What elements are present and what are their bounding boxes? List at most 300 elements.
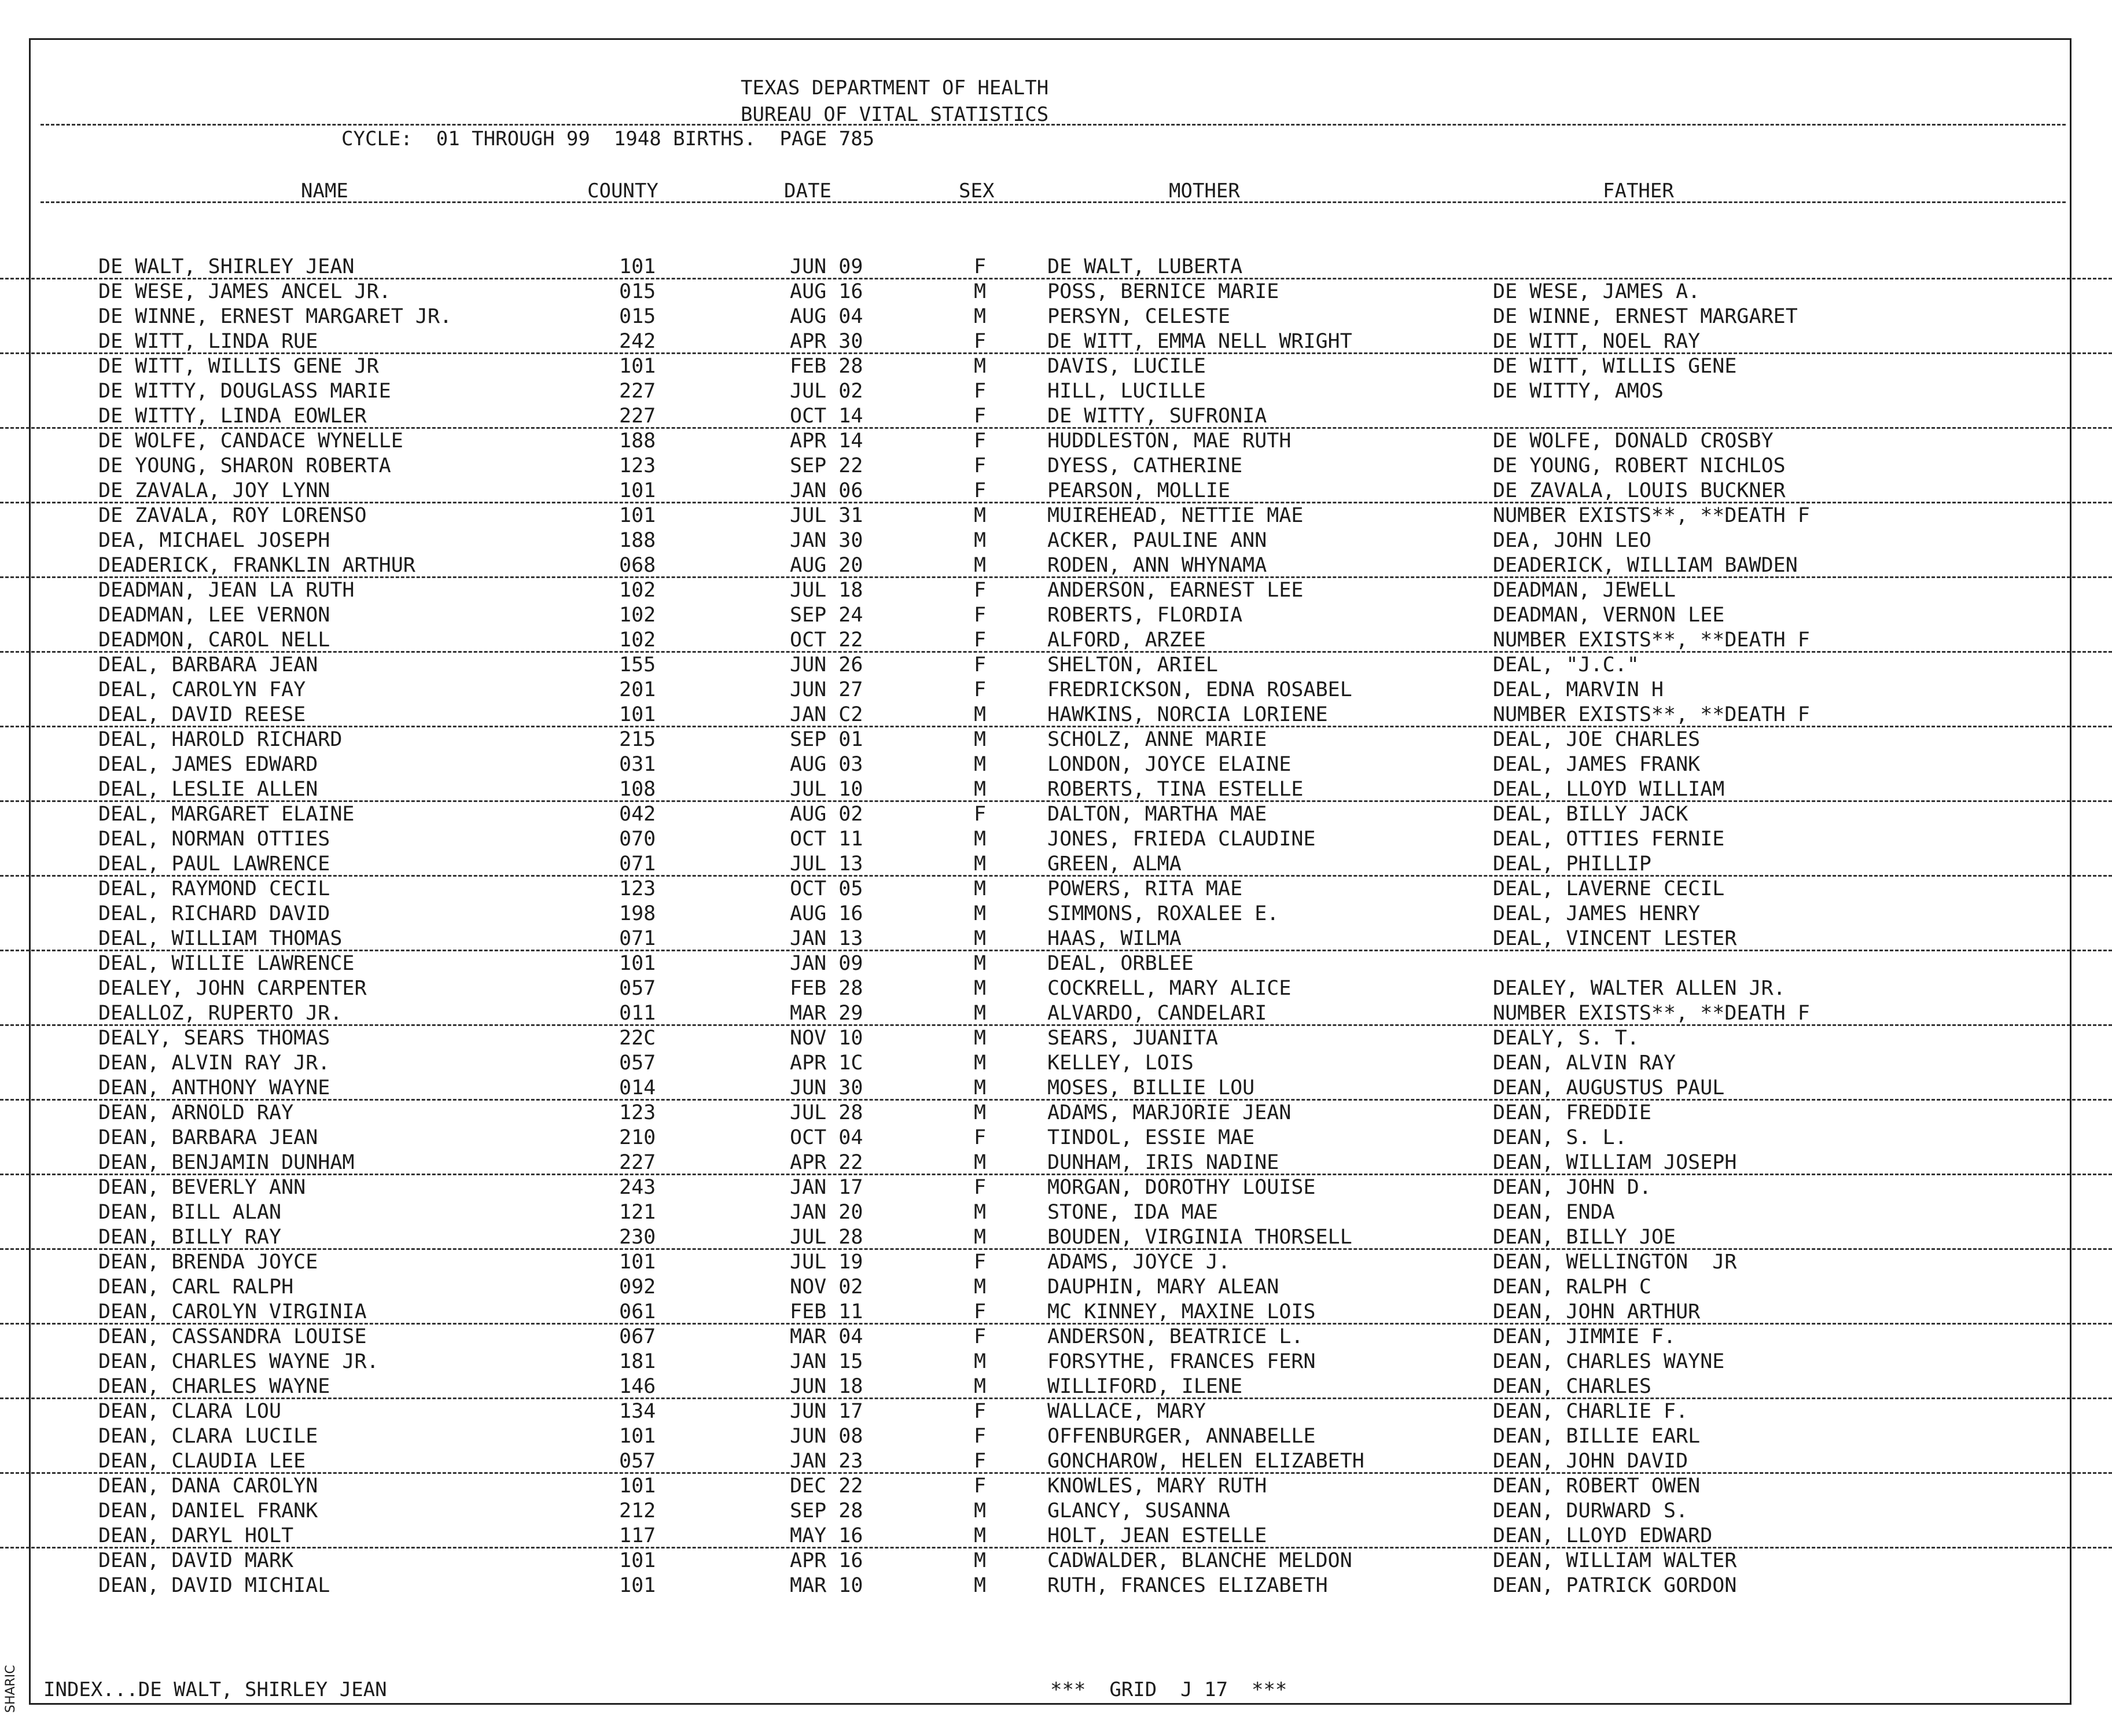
date-cell: JAN 20 <box>790 1201 863 1224</box>
county-cell: 230 <box>619 1226 656 1249</box>
date-cell: MAY 16 <box>790 1524 863 1547</box>
table-row <box>0 578 2112 603</box>
county-cell: 071 <box>619 927 656 950</box>
father-cell: DEAL, JAMES FRANK <box>1493 753 1701 776</box>
table-row <box>0 678 2112 703</box>
name-cell: DE WITTY, LINDA EOWLER <box>98 404 367 428</box>
table-row <box>0 479 2112 503</box>
county-cell: 101 <box>619 479 656 502</box>
mother-cell: DE WITTY, SUFRONIA <box>1047 404 1267 428</box>
mother-cell: HUDDLESTON, MAE RUTH <box>1047 429 1292 453</box>
sex-cell: F <box>974 404 987 428</box>
mother-cell: SIMMONS, ROXALEE E. <box>1047 902 1279 925</box>
date-cell: JAN 06 <box>790 479 863 502</box>
sex-cell: F <box>974 429 987 453</box>
sex-cell: F <box>974 1425 987 1448</box>
table-row <box>0 1573 2112 1598</box>
name-cell: DEAL, RICHARD DAVID <box>98 902 330 925</box>
sex-cell: F <box>974 1300 987 1323</box>
date-cell: OCT 05 <box>790 877 863 900</box>
mother-cell: HAWKINS, NORCIA LORIENE <box>1047 703 1328 726</box>
mother-cell: POSS, BERNICE MARIE <box>1047 280 1279 303</box>
sex-cell: M <box>974 355 987 378</box>
date-cell: APR 22 <box>790 1151 863 1174</box>
father-cell: DEAN, CHARLES WAYNE <box>1493 1350 1725 1373</box>
table-row <box>0 902 2112 926</box>
date-cell: DEC 22 <box>790 1474 863 1498</box>
mother-cell: DE WITT, EMMA NELL WRIGHT <box>1047 330 1352 353</box>
table-row <box>0 1549 2112 1573</box>
mother-cell: OFFENBURGER, ANNABELLE <box>1047 1425 1316 1448</box>
sex-cell: M <box>974 1151 987 1174</box>
father-cell: DEADERICK, WILLIAM BAWDEN <box>1493 554 1798 577</box>
date-cell: AUG 03 <box>790 753 863 776</box>
sex-cell: M <box>974 852 987 876</box>
mother-cell: ROBERTS, TINA ESTELLE <box>1047 778 1304 801</box>
sex-cell: F <box>974 604 987 627</box>
father-cell: DEAN, CHARLES <box>1493 1375 1651 1398</box>
name-cell: DEADERICK, FRANKLIN ARTHUR <box>98 554 415 577</box>
date-cell: JUN 08 <box>790 1425 863 1448</box>
sex-cell: F <box>974 1126 987 1149</box>
table-row <box>0 1001 2112 1026</box>
name-cell: DEAL, LESLIE ALLEN <box>98 778 318 801</box>
table-row <box>0 255 2112 279</box>
table-row <box>0 1175 2112 1200</box>
date-cell: JAN 15 <box>790 1350 863 1373</box>
date-cell: JAN 30 <box>790 529 863 552</box>
table-row <box>0 1449 2112 1474</box>
father-cell: DEAL, PHILLIP <box>1493 852 1651 876</box>
mother-cell: ALFORD, ARZEE <box>1047 628 1206 652</box>
name-cell: DEALLOZ, RUPERTO JR. <box>98 1002 343 1025</box>
date-cell: SEP 24 <box>790 604 863 627</box>
date-cell: JUN 26 <box>790 653 863 676</box>
name-cell: DEAL, MARGARET ELAINE <box>98 803 355 826</box>
county-cell: 227 <box>619 404 656 428</box>
father-cell: DEAN, WILLIAM WALTER <box>1493 1549 1737 1572</box>
date-cell: SEP 22 <box>790 454 863 477</box>
table-row <box>0 653 2112 678</box>
table-row <box>0 877 2112 902</box>
county-cell: 015 <box>619 305 656 328</box>
table-row <box>0 1325 2112 1349</box>
sex-cell: F <box>974 380 987 403</box>
table-row <box>0 304 2112 329</box>
father-cell: DEAN, CHARLIE F. <box>1493 1400 1688 1423</box>
sex-cell: M <box>974 1002 987 1025</box>
date-cell: JUL 19 <box>790 1250 863 1274</box>
name-cell: DEAN, CARL RALPH <box>98 1275 294 1299</box>
date-cell: OCT 11 <box>790 827 863 851</box>
sex-cell: M <box>974 1201 987 1224</box>
date-cell: JUL 02 <box>790 380 863 403</box>
sex-cell: F <box>974 653 987 676</box>
name-cell: DEAN, DANIEL FRANK <box>98 1499 318 1522</box>
name-cell: DE WALT, SHIRLEY JEAN <box>98 255 355 278</box>
county-cell: 102 <box>619 604 656 627</box>
sex-cell: M <box>974 827 987 851</box>
mother-cell: DAUPHIN, MARY ALEAN <box>1047 1275 1279 1299</box>
name-cell: DEAL, PAUL LAWRENCE <box>98 852 330 876</box>
mother-cell: FREDRICKSON, EDNA ROSABEL <box>1047 678 1352 701</box>
table-row <box>0 404 2112 429</box>
father-cell: DEAN, BILLY JOE <box>1493 1226 1676 1249</box>
county-cell: 057 <box>619 1450 656 1473</box>
county-cell: 198 <box>619 902 656 925</box>
county-cell: 201 <box>619 678 656 701</box>
mother-cell: BOUDEN, VIRGINIA THORSELL <box>1047 1226 1352 1249</box>
name-cell: DE WINNE, ERNEST MARGARET JR. <box>98 305 452 328</box>
date-cell: JAN 09 <box>790 952 863 975</box>
father-cell: DE WITT, WILLIS GENE <box>1493 355 1737 378</box>
date-cell: AUG 04 <box>790 305 863 328</box>
table-row <box>0 1126 2112 1150</box>
name-cell: DEAL, RAYMOND CECIL <box>98 877 330 900</box>
name-cell: DEALY, SEARS THOMAS <box>98 1027 330 1050</box>
sex-cell: F <box>974 1176 987 1199</box>
table-row <box>0 1026 2112 1051</box>
name-cell: DEAN, ARNOLD RAY <box>98 1101 294 1124</box>
sex-cell: M <box>974 902 987 925</box>
name-cell: DEAL, DAVID REESE <box>98 703 306 726</box>
sex-cell: F <box>974 255 987 278</box>
name-cell: DE WITTY, DOUGLASS MARIE <box>98 380 391 403</box>
county-cell: 123 <box>619 454 656 477</box>
father-cell: DEAN, JOHN ARTHUR <box>1493 1300 1701 1323</box>
date-cell: OCT 04 <box>790 1126 863 1149</box>
date-cell: JAN 13 <box>790 927 863 950</box>
name-cell: DEAN, CHARLES WAYNE <box>98 1375 330 1398</box>
name-cell: DEALEY, JOHN CARPENTER <box>98 977 367 1000</box>
father-cell: DEALY, S. T. <box>1493 1027 1639 1050</box>
sex-cell: M <box>974 753 987 776</box>
county-cell: 188 <box>619 529 656 552</box>
table-row <box>0 503 2112 528</box>
name-cell: DEAN, BILLY RAY <box>98 1226 282 1249</box>
mother-cell: ADAMS, JOYCE J. <box>1047 1250 1231 1274</box>
sex-cell: M <box>974 529 987 552</box>
date-cell: NOV 02 <box>790 1275 863 1299</box>
table-row <box>0 1524 2112 1549</box>
sex-cell: F <box>974 628 987 652</box>
table-row <box>0 1250 2112 1275</box>
date-cell: MAR 04 <box>790 1325 863 1348</box>
mother-cell: MOSES, BILLIE LOU <box>1047 1076 1255 1099</box>
date-cell: JUN 09 <box>790 255 863 278</box>
date-cell: AUG 16 <box>790 902 863 925</box>
mother-cell: STONE, IDA MAE <box>1047 1201 1219 1224</box>
sex-cell: F <box>974 678 987 701</box>
mother-cell: CADWALDER, BLANCHE MELDON <box>1047 1549 1352 1572</box>
father-cell: DEAN, PATRICK GORDON <box>1493 1574 1737 1597</box>
table-row <box>0 1474 2112 1499</box>
mother-cell: POWERS, RITA MAE <box>1047 877 1243 900</box>
county-cell: 22C <box>619 1027 656 1050</box>
column-header-father: FATHER <box>1603 179 1674 203</box>
sex-cell: M <box>974 1375 987 1398</box>
column-header-mother: MOTHER <box>1169 179 1240 203</box>
table-row <box>0 1076 2112 1101</box>
sex-cell: F <box>974 1400 987 1423</box>
county-cell: 215 <box>619 728 656 751</box>
county-cell: 117 <box>619 1524 656 1547</box>
mother-cell: MC KINNEY, MAXINE LOIS <box>1047 1300 1316 1323</box>
date-cell: JUL 10 <box>790 778 863 801</box>
table-row <box>0 279 2112 304</box>
date-cell: JUL 28 <box>790 1101 863 1124</box>
table-row <box>0 329 2112 354</box>
date-cell: FEB 11 <box>790 1300 863 1323</box>
date-cell: AUG 16 <box>790 280 863 303</box>
name-cell: DEAN, BENJAMIN DUNHAM <box>98 1151 355 1174</box>
sex-cell: M <box>974 504 987 527</box>
county-cell: 071 <box>619 852 656 876</box>
mother-cell: GLANCY, SUSANNA <box>1047 1499 1231 1522</box>
father-cell: DE WITTY, AMOS <box>1493 380 1664 403</box>
date-cell: AUG 20 <box>790 554 863 577</box>
county-cell: 101 <box>619 1574 656 1597</box>
date-cell: SEP 28 <box>790 1499 863 1522</box>
name-cell: DEA, MICHAEL JOSEPH <box>98 529 330 552</box>
name-cell: DEAN, CAROLYN VIRGINIA <box>98 1300 367 1323</box>
date-cell: APR 1C <box>790 1051 863 1075</box>
county-cell: 101 <box>619 703 656 726</box>
table-row <box>0 1275 2112 1300</box>
father-cell: DEAN, BILLIE EARL <box>1493 1425 1701 1448</box>
mother-cell: GREEN, ALMA <box>1047 852 1182 876</box>
father-cell: DEAN, WELLINGTON JR <box>1493 1250 1737 1274</box>
father-cell: DE YOUNG, ROBERT NICHLOS <box>1493 454 1786 477</box>
mother-cell: ALVARDO, CANDELARI <box>1047 1002 1267 1025</box>
name-cell: DEAN, CLARA LUCILE <box>98 1425 318 1448</box>
table-row <box>0 1200 2112 1225</box>
county-cell: 101 <box>619 952 656 975</box>
name-cell: DEAL, BARBARA JEAN <box>98 653 318 676</box>
mother-cell: MORGAN, DOROTHY LOUISE <box>1047 1176 1316 1199</box>
table-row <box>0 1300 2112 1325</box>
mother-cell: HOLT, JEAN ESTELLE <box>1047 1524 1267 1547</box>
sex-cell: M <box>974 1051 987 1075</box>
sex-cell: M <box>974 927 987 950</box>
sex-cell: M <box>974 703 987 726</box>
county-cell: 011 <box>619 1002 656 1025</box>
father-cell: DEAN, JOHN D. <box>1493 1176 1651 1199</box>
father-cell: DEAN, AUGUSTUS PAUL <box>1493 1076 1725 1099</box>
mother-cell: RODEN, ANN WHYNAMA <box>1047 554 1267 577</box>
county-cell: 101 <box>619 504 656 527</box>
county-cell: 101 <box>619 1474 656 1498</box>
sex-cell: F <box>974 1474 987 1498</box>
father-cell: DEAL, BILLY JACK <box>1493 803 1688 826</box>
county-cell: 243 <box>619 1176 656 1199</box>
sex-cell: M <box>974 1574 987 1597</box>
table-row <box>0 1101 2112 1126</box>
date-cell: MAR 29 <box>790 1002 863 1025</box>
sex-cell: M <box>974 1226 987 1249</box>
father-cell: NUMBER EXISTS**, **DEATH F <box>1493 628 1810 652</box>
name-cell: DE ZAVALA, ROY LORENSO <box>98 504 367 527</box>
father-cell: NUMBER EXISTS**, **DEATH F <box>1493 1002 1810 1025</box>
mother-cell: LONDON, JOYCE ELAINE <box>1047 753 1292 776</box>
name-cell: DEADMAN, JEAN LA RUTH <box>98 579 355 602</box>
father-cell: DEAL, JOE CHARLES <box>1493 728 1701 751</box>
name-cell: DEAN, DAVID MICHIAL <box>98 1574 330 1597</box>
table-row <box>0 1150 2112 1175</box>
sex-cell: M <box>974 305 987 328</box>
mother-cell: DUNHAM, IRIS NADINE <box>1047 1151 1279 1174</box>
date-cell: JUL 18 <box>790 579 863 602</box>
father-cell: DEAN, JOHN DAVID <box>1493 1450 1688 1473</box>
table-row <box>0 1225 2112 1250</box>
table-row <box>0 1349 2112 1374</box>
county-cell: 121 <box>619 1201 656 1224</box>
father-cell: DE WESE, JAMES A. <box>1493 280 1701 303</box>
mother-cell: ROBERTS, FLORDIA <box>1047 604 1243 627</box>
table-row <box>0 1374 2112 1399</box>
county-cell: 014 <box>619 1076 656 1099</box>
county-cell: 134 <box>619 1400 656 1423</box>
table-row <box>0 1051 2112 1076</box>
name-cell: DEAL, HAROLD RICHARD <box>98 728 343 751</box>
sex-cell: M <box>974 952 987 975</box>
table-row <box>0 976 2112 1001</box>
table-row <box>0 827 2112 852</box>
date-cell: JUL 13 <box>790 852 863 876</box>
name-cell: DEAL, WILLIE LAWRENCE <box>98 952 355 975</box>
date-cell: APR 30 <box>790 330 863 353</box>
father-cell: DEAN, ENDA <box>1493 1201 1615 1224</box>
date-cell: JAN 23 <box>790 1450 863 1473</box>
county-cell: 070 <box>619 827 656 851</box>
name-cell: DEAN, CHARLES WAYNE JR. <box>98 1350 379 1373</box>
column-header-sex: SEX <box>959 179 995 203</box>
table-row <box>0 628 2112 653</box>
sex-cell: M <box>974 1027 987 1050</box>
mother-cell: ANDERSON, BEATRICE L. <box>1047 1325 1304 1348</box>
county-cell: 227 <box>619 380 656 403</box>
father-cell: DEAN, ROBERT OWEN <box>1493 1474 1701 1498</box>
mother-cell: DEAL, ORBLEE <box>1047 952 1194 975</box>
father-cell: DE WITT, NOEL RAY <box>1493 330 1701 353</box>
table-row <box>0 354 2112 379</box>
date-cell: OCT 14 <box>790 404 863 428</box>
name-cell: DEAL, CAROLYN FAY <box>98 678 306 701</box>
county-cell: 146 <box>619 1375 656 1398</box>
date-cell: JUN 30 <box>790 1076 863 1099</box>
grid-footer: *** GRID J 17 *** <box>1050 1678 1287 1701</box>
county-cell: 101 <box>619 355 656 378</box>
sex-cell: M <box>974 877 987 900</box>
table-row <box>0 553 2112 578</box>
column-header-date: DATE <box>784 179 831 203</box>
name-cell: DE YOUNG, SHARON ROBERTA <box>98 454 391 477</box>
county-cell: 181 <box>619 1350 656 1373</box>
father-cell: NUMBER EXISTS**, **DEATH F <box>1493 703 1810 726</box>
name-cell: DEAL, JAMES EDWARD <box>98 753 318 776</box>
name-cell: DE WOLFE, CANDACE WYNELLE <box>98 429 403 453</box>
mother-cell: ADAMS, MARJORIE JEAN <box>1047 1101 1292 1124</box>
date-cell: JUN 18 <box>790 1375 863 1398</box>
mother-cell: HILL, LUCILLE <box>1047 380 1206 403</box>
county-cell: 101 <box>619 255 656 278</box>
date-cell: APR 16 <box>790 1549 863 1572</box>
name-cell: DE WESE, JAMES ANCEL JR. <box>98 280 391 303</box>
mother-cell: KNOWLES, MARY RUTH <box>1047 1474 1267 1498</box>
county-cell: 031 <box>619 753 656 776</box>
father-cell: DEAN, FREDDIE <box>1493 1101 1651 1124</box>
county-cell: 242 <box>619 330 656 353</box>
mother-cell: DALTON, MARTHA MAE <box>1047 803 1267 826</box>
date-cell: FEB 28 <box>790 977 863 1000</box>
county-cell: 067 <box>619 1325 656 1348</box>
date-cell: SEP 01 <box>790 728 863 751</box>
mother-cell: ANDERSON, EARNEST LEE <box>1047 579 1304 602</box>
mother-cell: WALLACE, MARY <box>1047 1400 1206 1423</box>
mother-cell: DYESS, CATHERINE <box>1047 454 1243 477</box>
date-cell: APR 14 <box>790 429 863 453</box>
name-cell: DE WITT, WILLIS GENE JR <box>98 355 379 378</box>
father-cell: DEALEY, WALTER ALLEN JR. <box>1493 977 1786 1000</box>
mother-cell: COCKRELL, MARY ALICE <box>1047 977 1292 1000</box>
father-cell: DEAL, VINCENT LESTER <box>1493 927 1737 950</box>
table-row <box>0 603 2112 628</box>
county-cell: 210 <box>619 1126 656 1149</box>
sex-cell: F <box>974 579 987 602</box>
name-cell: DE WITT, LINDA RUE <box>98 330 318 353</box>
date-cell: JUL 31 <box>790 504 863 527</box>
date-cell: OCT 22 <box>790 628 863 652</box>
sex-cell: F <box>974 330 987 353</box>
column-header-name: NAME <box>301 179 348 203</box>
table-row <box>0 1499 2112 1524</box>
father-cell: DEAN, ALVIN RAY <box>1493 1051 1676 1075</box>
mother-cell: SHELTON, ARIEL <box>1047 653 1219 676</box>
father-cell: DEAL, OTTIES FERNIE <box>1493 827 1725 851</box>
father-cell: DEA, JOHN LEO <box>1493 529 1651 552</box>
name-cell: DEAN, CLARA LOU <box>98 1400 282 1423</box>
name-cell: DEAN, ANTHONY WAYNE <box>98 1076 330 1099</box>
mother-cell: PERSYN, CELESTE <box>1047 305 1231 328</box>
table-row <box>0 1399 2112 1424</box>
name-cell: DEAN, BILL ALAN <box>98 1201 282 1224</box>
table-row <box>0 752 2112 777</box>
header-divider <box>41 124 2066 126</box>
table-row <box>0 454 2112 479</box>
mother-cell: TINDOL, ESSIE MAE <box>1047 1126 1255 1149</box>
sex-cell: M <box>974 554 987 577</box>
mother-cell: WILLIFORD, ILENE <box>1047 1375 1243 1398</box>
father-cell: DEAL, MARVIN H <box>1493 678 1664 701</box>
table-row <box>0 429 2112 454</box>
sex-cell: M <box>974 1524 987 1547</box>
sex-cell: M <box>974 728 987 751</box>
name-cell: DEADMON, CAROL NELL <box>98 628 330 652</box>
name-cell: DEAN, DANA CAROLYN <box>98 1474 318 1498</box>
father-cell: DEAN, LLOYD EDWARD <box>1493 1524 1713 1547</box>
sex-cell: M <box>974 1549 987 1572</box>
county-cell: 061 <box>619 1300 656 1323</box>
sex-cell: M <box>974 1275 987 1299</box>
father-cell: DEAN, S. L. <box>1493 1126 1627 1149</box>
table-row <box>0 379 2112 404</box>
mother-cell: KELLEY, LOIS <box>1047 1051 1194 1075</box>
county-cell: 092 <box>619 1275 656 1299</box>
mother-cell: DAVIS, LUCILE <box>1047 355 1206 378</box>
county-cell: 227 <box>619 1151 656 1174</box>
father-cell: DEAN, RALPH C <box>1493 1275 1651 1299</box>
sex-cell: M <box>974 778 987 801</box>
